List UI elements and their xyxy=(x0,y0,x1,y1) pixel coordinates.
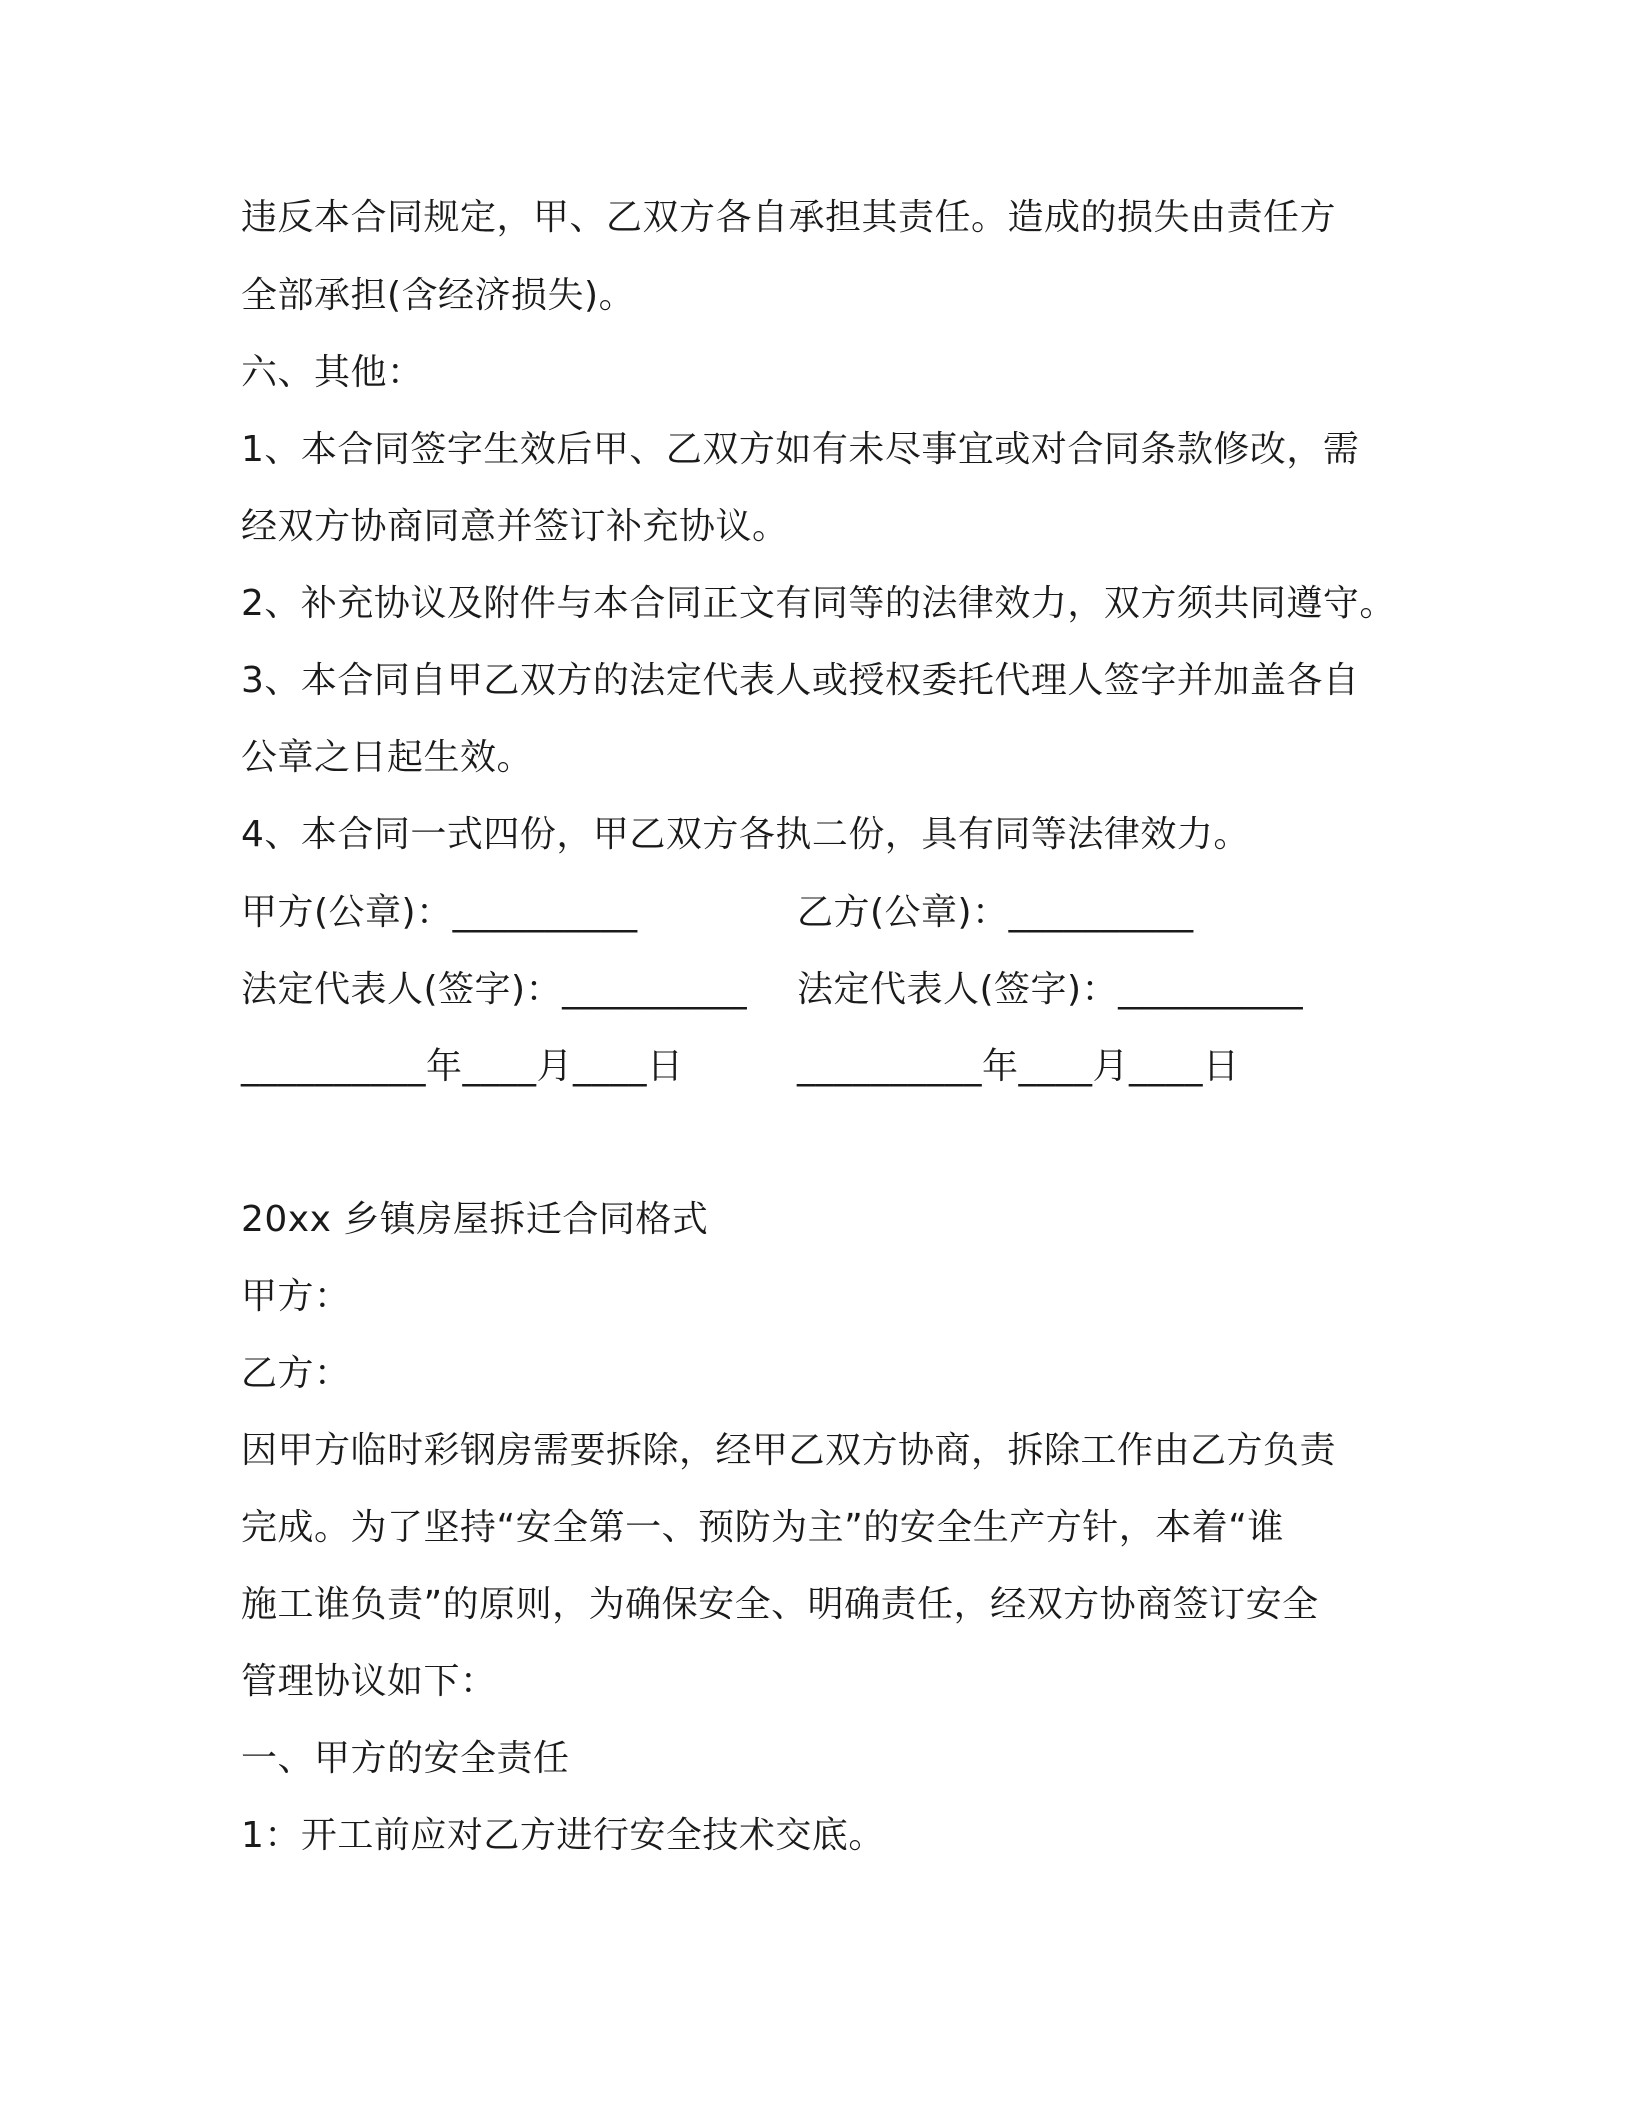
clause-3-continued: 公章之日起生效。 xyxy=(241,737,534,778)
party-a-seal-field: 甲方(公章)：__________ xyxy=(241,892,638,933)
party-b-rep-field: 法定代表人(签字)：__________ xyxy=(797,969,1304,1010)
section-heading-party-a: 一、甲方的安全责任 xyxy=(241,1738,570,1779)
intro-line: 管理协议如下： xyxy=(241,1661,497,1702)
party-a-date-field: __________年____月____日 xyxy=(241,1046,684,1087)
clause-2: 2、补充协议及附件与本合同正文有同等的法律效力，双方须共同遵守。 xyxy=(241,583,1396,624)
item-1: 1：开工前应对乙方进行安全技术交底。 xyxy=(241,1815,885,1856)
party-b-label: 乙方： xyxy=(241,1353,351,1394)
party-a-rep-field: 法定代表人(签字)：__________ xyxy=(241,969,748,1010)
clause-1: 1、本合同签字生效后甲、乙双方如有未尽事宜或对合同条款修改，需 xyxy=(241,429,1360,470)
intro-line: 完成。为了坚持“安全第一、预防为主”的安全生产方针，本着“谁 xyxy=(241,1507,1284,1548)
clause-1-continued: 经双方协商同意并签订补充协议。 xyxy=(241,506,789,547)
clause-3: 3、本合同自甲乙双方的法定代表人或授权委托代理人签字并加盖各自 xyxy=(241,660,1360,701)
intro-line: 因甲方临时彩钢房需要拆除，经甲乙双方协商，拆除工作由乙方负责 xyxy=(241,1430,1337,1471)
clause-4: 4、本合同一式四份，甲乙双方各执二份，具有同等法律效力。 xyxy=(241,814,1250,855)
body-line: 全部承担(含经济损失)。 xyxy=(241,275,636,316)
body-line: 违反本合同规定，甲、乙双方各自承担其责任。造成的损失由责任方 xyxy=(241,197,1337,238)
section-heading-other: 六、其他： xyxy=(241,352,424,393)
party-a-label: 甲方： xyxy=(241,1276,351,1317)
party-b-seal-field: 乙方(公章)：__________ xyxy=(797,892,1194,933)
contract-title: 20xx 乡镇房屋拆迁合同格式 xyxy=(241,1199,709,1240)
party-b-date-field: __________年____月____日 xyxy=(797,1046,1240,1087)
intro-line: 施工谁负责”的原则，为确保安全、明确责任，经双方协商签订安全 xyxy=(241,1584,1319,1625)
